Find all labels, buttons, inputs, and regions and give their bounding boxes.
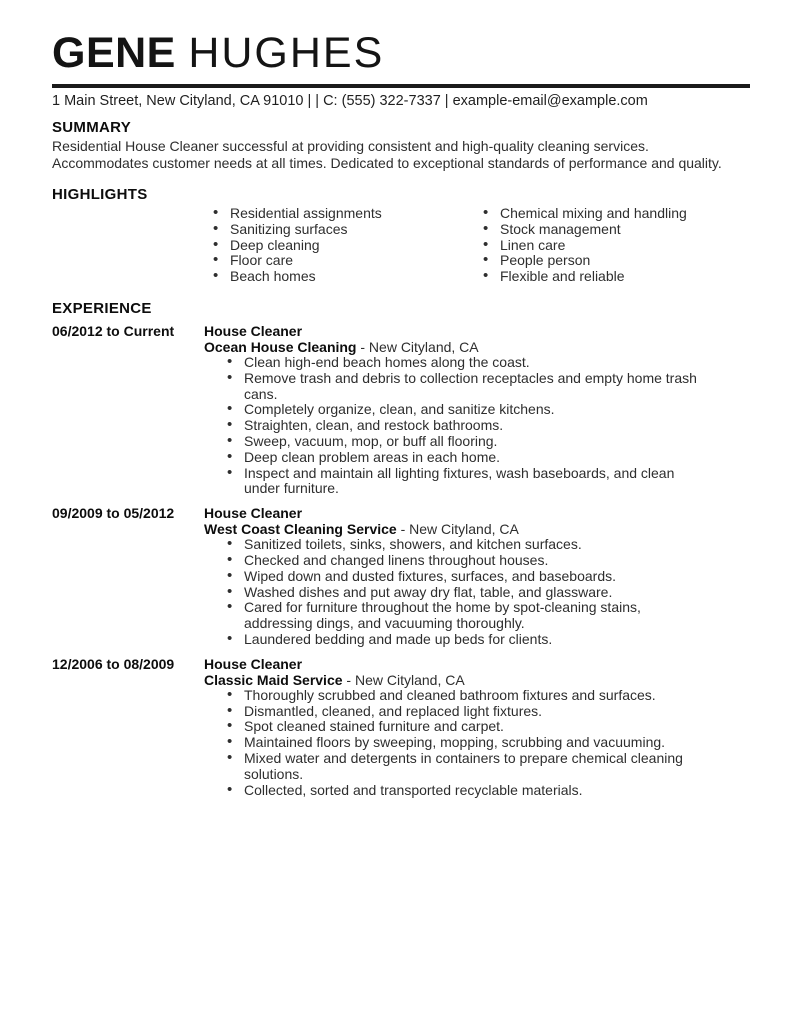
contact-line: 1 Main Street, New Cityland, CA 91010 | | C: (555) 322-7337 | example-email@example.com <box>52 93 648 109</box>
job-duty: • Cared for furniture throughout the home by spot-cleaning stains, addressing dings, and vacuuming thoroughly. <box>224 600 711 632</box>
job-duty: • Spot cleaned stained furniture and carpet. <box>224 719 711 735</box>
job-company-line <box>204 672 750 688</box>
job-duty: • Thoroughly scrubbed and cleaned bathroom fixtures and surfaces. <box>224 688 711 704</box>
job-location: - New Cityland, CA <box>346 671 465 688</box>
job-duty: • Maintained floors by sweeping, mopping, scrubbing and vacuuming. <box>224 735 711 751</box>
job-duty: • Straighten, clean, and restock bathrooms. <box>224 418 711 434</box>
highlight-item: • Flexible and reliable <box>480 269 750 285</box>
job-duty: • Sanitized toilets, sinks, showers, and kitchen surfaces. <box>224 537 711 553</box>
highlights-heading: HIGHLIGHTS <box>52 186 148 203</box>
highlight-item: • Residential assignments <box>210 206 480 222</box>
job-dates: 06/2012 to Current <box>52 322 175 339</box>
highlight-item: • Floor care <box>210 253 480 269</box>
job-location: - New Cityland, CA <box>360 338 479 355</box>
job-dates: 12/2006 to 08/2009 <box>52 655 175 672</box>
job-duties <box>224 355 711 497</box>
header-divider <box>52 84 750 88</box>
job-company: West Coast Cleaning Service <box>204 521 397 538</box>
highlight-item: • Chemical mixing and handling <box>480 206 750 222</box>
job-company: Classic Maid Service <box>204 671 343 688</box>
job-duty: • Checked and changed linens throughout houses. <box>224 553 711 569</box>
summary-heading: SUMMARY <box>52 119 132 136</box>
job-duty: • Inspect and maintain all lighting fixtures, wash baseboards, and clean under furniture. <box>224 466 711 498</box>
job-details <box>204 323 750 497</box>
job-duty: • Washed dishes and put away dry flat, table, and glassware. <box>224 585 711 601</box>
job-duty: • Sweep, vacuum, mop, or buff all flooring. <box>224 434 711 450</box>
job-duty: • Mixed water and detergents in containers to prepare chemical cleaning solutions. <box>224 751 711 783</box>
summary-text: Residential House Cleaner successful at providing consistent and high-quality cleaning services. Accommodates customer needs at all times. Dedicated to exceptional standards of performance and quality. <box>52 138 722 171</box>
last-name: HUGHES <box>188 29 385 77</box>
job-duty: • Collected, sorted and transported recyclable materials. <box>224 783 711 799</box>
job-duties <box>224 688 711 799</box>
first-name: GENE <box>52 29 176 77</box>
experience-job-3 <box>52 656 750 799</box>
job-duty: • Dismantled, cleaned, and replaced light fixtures. <box>224 704 711 720</box>
job-duty: • Clean high-end beach homes along the coast. <box>224 355 711 371</box>
job-duty: • Deep clean problem areas in each home. <box>224 450 711 466</box>
job-location: - New Cityland, CA <box>400 521 519 538</box>
highlight-item: • Linen care <box>480 238 750 254</box>
job-dates: 09/2009 to 05/2012 <box>52 505 175 522</box>
highlight-item: • Stock management <box>480 222 750 238</box>
experience-heading: EXPERIENCE <box>52 299 152 317</box>
job-title: House Cleaner <box>204 505 303 522</box>
job-duty: • Wiped down and dusted fixtures, surfaces, and baseboards. <box>224 569 711 585</box>
job-company: Ocean House Cleaning <box>204 338 357 355</box>
job-company-line <box>204 339 750 355</box>
job-duty: • Completely organize, clean, and sanitize kitchens. <box>224 402 711 418</box>
job-duties <box>224 537 711 648</box>
job-details <box>204 656 750 799</box>
highlights-column-2 <box>480 206 750 285</box>
experience-job-1 <box>52 323 750 497</box>
experience-job-2 <box>52 505 750 648</box>
person-name <box>52 30 750 76</box>
highlights-column-1 <box>210 206 480 285</box>
highlight-item: • Beach homes <box>210 269 480 285</box>
job-title: House Cleaner <box>204 322 303 339</box>
job-details <box>204 505 750 648</box>
job-duty: • Remove trash and debris to collection receptacles and empty home trash cans. <box>224 371 711 403</box>
job-company-line <box>204 521 750 537</box>
job-duty: • Laundered bedding and made up beds for clients. <box>224 632 711 648</box>
highlight-item: • Sanitizing surfaces <box>210 222 480 238</box>
highlight-item: • Deep cleaning <box>210 238 480 254</box>
job-title: House Cleaner <box>204 655 303 672</box>
highlight-item: • People person <box>480 253 750 269</box>
highlights-columns <box>210 206 750 285</box>
